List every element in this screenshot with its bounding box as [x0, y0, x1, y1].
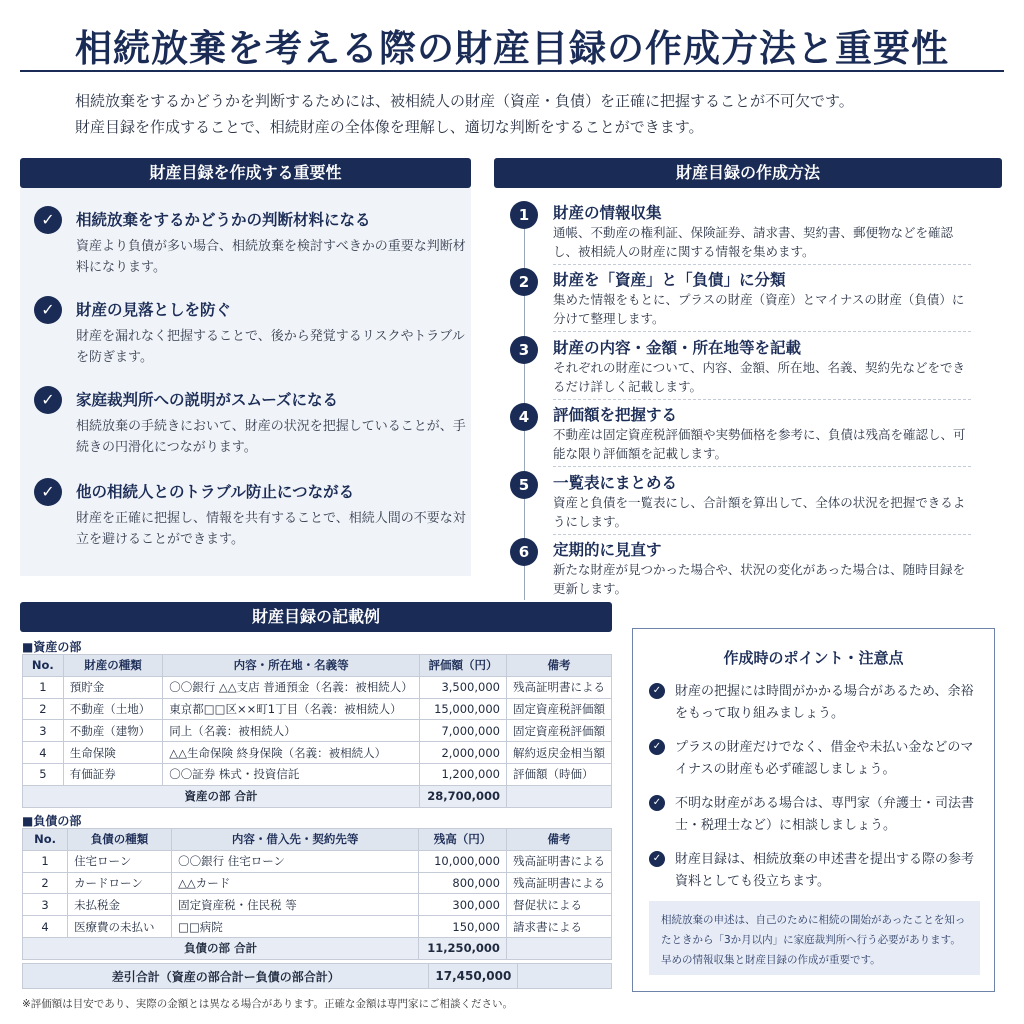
grand-total-value: 17,450,000: [429, 964, 518, 989]
check-circle-icon: ✓: [34, 206, 62, 234]
step-title: 財産の内容・金額・所在地等を記載: [553, 339, 802, 357]
check-circle-icon: ✓: [34, 296, 62, 324]
importance-item-title: 相続放棄をするかどうかの判断材料になる: [76, 211, 371, 229]
table-cell: 2,000,000: [420, 742, 507, 764]
table-row: [23, 698, 612, 720]
table-cell: △△カード: [172, 872, 419, 894]
step-desc: それぞれの財産について、内容、金額、所在地、名義、契約先などをできるだけ詳しく記載します。: [553, 360, 966, 394]
table-cell: 4: [23, 916, 68, 938]
point-text: プラスの財産だけでなく、借金や未払い金などのマイナスの財産も必ず確認しましょう。: [675, 740, 974, 777]
table-cell: 2: [23, 698, 64, 720]
table-cell: 800,000: [419, 872, 507, 894]
importance-item-title: 他の相続人とのトラブル防止につながる: [76, 483, 355, 501]
table-total-row: [23, 785, 612, 807]
step-divider: [553, 264, 971, 265]
table-cell: 150,000: [419, 916, 507, 938]
table-cell: 4: [23, 742, 64, 764]
table-row: [23, 676, 612, 698]
step-divider: [553, 534, 971, 535]
step-divider: [553, 466, 971, 467]
table-cell: 有価証券: [63, 763, 163, 785]
step-title: 評価額を把握する: [553, 406, 678, 424]
method-heading: 財産目録の作成方法: [494, 158, 1002, 188]
table-cell: [506, 937, 611, 959]
table-cell: 不動産（建物）: [63, 720, 163, 742]
table-cell: 〇〇証券 株式・投資信託: [163, 763, 420, 785]
table-cell: 2: [23, 872, 68, 894]
table-cell: 請求書による: [506, 916, 611, 938]
step-number-badge: 5: [510, 471, 538, 499]
table-cell: [506, 785, 611, 807]
step-number-badge: 6: [510, 538, 538, 566]
table-cell: 残高証明書による: [506, 850, 611, 872]
table-cell: 評価額（時価）: [506, 763, 611, 785]
table-cell: 7,000,000: [420, 720, 507, 742]
total-label: 資産の部 合計: [23, 785, 420, 807]
table-row: [23, 872, 612, 894]
table-cell: 3: [23, 720, 64, 742]
title-divider: [20, 70, 1004, 72]
points-heading: 作成時のポイント・注意点: [723, 649, 904, 667]
table-header-row: [23, 655, 612, 677]
column-header: 評価額（円）: [420, 655, 507, 677]
table-row: [23, 742, 612, 764]
table-cell: 300,000: [419, 894, 507, 916]
point-text: 財産目録は、相続放棄の申述書を提出する際の参考資料としても役立ちます。: [675, 852, 975, 889]
check-circle-icon: ✓: [649, 851, 665, 867]
importance-panel: [20, 188, 471, 576]
table-cell: 医療費の未払い: [68, 916, 172, 938]
table-cell: 固定資産税評価額: [506, 698, 611, 720]
intro-line-1: 相続放棄をするかどうかを判断するためには、被相続人の財産（資産・負債）を正確に把握することが不可欠です。: [75, 92, 854, 110]
column-header: 備考: [506, 829, 611, 851]
table-cell: 生命保険: [63, 742, 163, 764]
column-header: 備考: [506, 655, 611, 677]
table-cell: △△生命保険 終身保険（名義：被相続人）: [163, 742, 420, 764]
table-cell: 預貯金: [63, 676, 163, 698]
point-text: 不明な財産がある場合は、専門家（弁護士・司法書士・税理士など）に相談しましょう。: [675, 796, 975, 833]
table-cell: 残高証明書による: [506, 872, 611, 894]
step-desc: 通帳、不動産の権利証、保険証券、請求書、契約書、郵便物などを確認し、被相続人の財産に関する情報を集めます。: [553, 225, 954, 259]
step-divider: [553, 331, 971, 332]
grand-total-table: [22, 963, 612, 989]
table-row: [23, 894, 612, 916]
table-cell: 同上（名義：被相続人）: [163, 720, 420, 742]
table-cell: 3,500,000: [420, 676, 507, 698]
example-heading: 財産目録の記載例: [20, 602, 612, 632]
points-panel: [632, 628, 995, 992]
table-cell: 5: [23, 763, 64, 785]
step-desc: 集めた情報をもとに、プラスの財産（資産）とマイナスの財産（負債）に分けて整理します。: [553, 292, 965, 326]
table-row: [23, 916, 612, 938]
footnote: ※評価額は目安であり、実際の金額とは異なる場合があります。正確な金額は専門家にご相談ください。: [22, 998, 513, 1010]
step-title: 定期的に見直す: [553, 541, 662, 559]
table-cell: 不動産（土地）: [63, 698, 163, 720]
column-header: 残高（円）: [419, 829, 507, 851]
column-header: 負債の種類: [68, 829, 172, 851]
importance-item-desc: 資産より負債が多い場合、相続放棄を検討すべきかの重要な判断材料になります。: [76, 239, 466, 275]
point-text: 財産の把握には時間がかかる場合があるため、余裕をもって取り組みましょう。: [675, 684, 974, 721]
step-desc: 不動産は固定資産税評価額や実勢価格を参考に、負債は残高を確認し、可能な限り評価額を記載します。: [553, 427, 966, 461]
column-header: No.: [23, 655, 64, 677]
total-value: 28,700,000: [420, 785, 507, 807]
step-number-badge: 4: [510, 403, 538, 431]
table-cell: 解約返戻金相当額: [506, 742, 611, 764]
page-title: 相続放棄を考える際の財産目録の作成方法と重要性: [75, 27, 949, 70]
step-number-badge: 2: [510, 268, 538, 296]
table-cell: 残高証明書による: [506, 676, 611, 698]
check-circle-icon: ✓: [649, 683, 665, 699]
total-value: 11,250,000: [419, 937, 507, 959]
column-header: 内容・借入先・契約先等: [172, 829, 419, 851]
table-cell: 督促状による: [506, 894, 611, 916]
step-number-badge: 1: [510, 201, 538, 229]
grand-total-label: 差引合計（資産の部合計ー負債の部合計）: [23, 964, 429, 989]
table-cell: 1,200,000: [420, 763, 507, 785]
column-header: No.: [23, 829, 68, 851]
table-cell: 1: [23, 676, 64, 698]
check-circle-icon: ✓: [649, 739, 665, 755]
step-title: 財産の情報収集: [553, 204, 662, 222]
table-cell: 住宅ローン: [68, 850, 172, 872]
check-circle-icon: ✓: [34, 386, 62, 414]
table-cell: 東京都□□区××町1丁目（名義：被相続人）: [163, 698, 420, 720]
assets-section-label: ■資産の部: [22, 640, 82, 654]
grand-total-row: [23, 964, 612, 989]
step-title: 財産を「資産」と「負債」に分類: [553, 271, 786, 289]
assets-table: [22, 654, 612, 808]
table-row: [23, 850, 612, 872]
step-number-badge: 3: [510, 336, 538, 364]
table-cell: 固定資産税・住民税 等: [172, 894, 419, 916]
table-cell: 15,000,000: [420, 698, 507, 720]
step-desc: 資産と負債を一覧表にし、合計額を算出して、全体の状況を把握できるようにします。: [553, 495, 966, 529]
total-label: 負債の部 合計: [23, 937, 419, 959]
importance-item-desc: 相続放棄の手続きにおいて、財産の状況を把握していることが、手続きの円滑化につながります。: [76, 419, 466, 455]
table-row: [23, 720, 612, 742]
table-cell: 3: [23, 894, 68, 916]
column-header: 財産の種類: [63, 655, 163, 677]
table-cell: 〇〇銀行 住宅ローン: [172, 850, 419, 872]
table-cell: □□病院: [172, 916, 419, 938]
intro-text: [75, 88, 975, 140]
table-header-row: [23, 829, 612, 851]
intro-line-2: 財産目録を作成することで、相続財産の全体像を理解し、適切な判断をすることができます。: [75, 118, 704, 136]
table-cell: [518, 964, 612, 989]
liabilities-table: [22, 828, 612, 960]
liabilities-section-label: ■負債の部: [22, 814, 82, 828]
table-cell: 〇〇銀行 △△支店 普通預金（名義：被相続人）: [163, 676, 420, 698]
importance-item-desc: 財産を漏れなく把握することで、後から発覚するリスクやトラブルを防ぎます。: [76, 329, 465, 365]
step-divider: [553, 399, 971, 400]
column-header: 内容・所在地・名義等: [163, 655, 420, 677]
importance-item-desc: 財産を正確に把握し、情報を共有することで、相続人間の不要な対立を避けることができます。: [76, 511, 466, 547]
table-cell: 1: [23, 850, 68, 872]
importance-heading: 財産目録を作成する重要性: [20, 158, 471, 188]
table-total-row: [23, 937, 612, 959]
table-cell: 10,000,000: [419, 850, 507, 872]
step-desc: 新たな財産が見つかった場合や、状況の変化があった場合は、随時目録を更新します。: [553, 562, 966, 596]
table-cell: カードローン: [68, 872, 172, 894]
importance-item-title: 家庭裁判所への説明がスムーズになる: [76, 391, 338, 409]
importance-item-title: 財産の見落としを防ぐ: [76, 301, 232, 319]
check-circle-icon: ✓: [34, 478, 62, 506]
table-cell: 未払税金: [68, 894, 172, 916]
deadline-note: 相続放棄の申述は、自己のために相続の開始があったことを知ったときから「3か月以内」に家庭裁判所へ行う必要があります。早めの情報収集と財産目録の作成が重要です。: [649, 901, 980, 975]
table-cell: 固定資産税評価額: [506, 720, 611, 742]
check-circle-icon: ✓: [649, 795, 665, 811]
step-title: 一覧表にまとめる: [553, 474, 678, 492]
table-row: [23, 763, 612, 785]
